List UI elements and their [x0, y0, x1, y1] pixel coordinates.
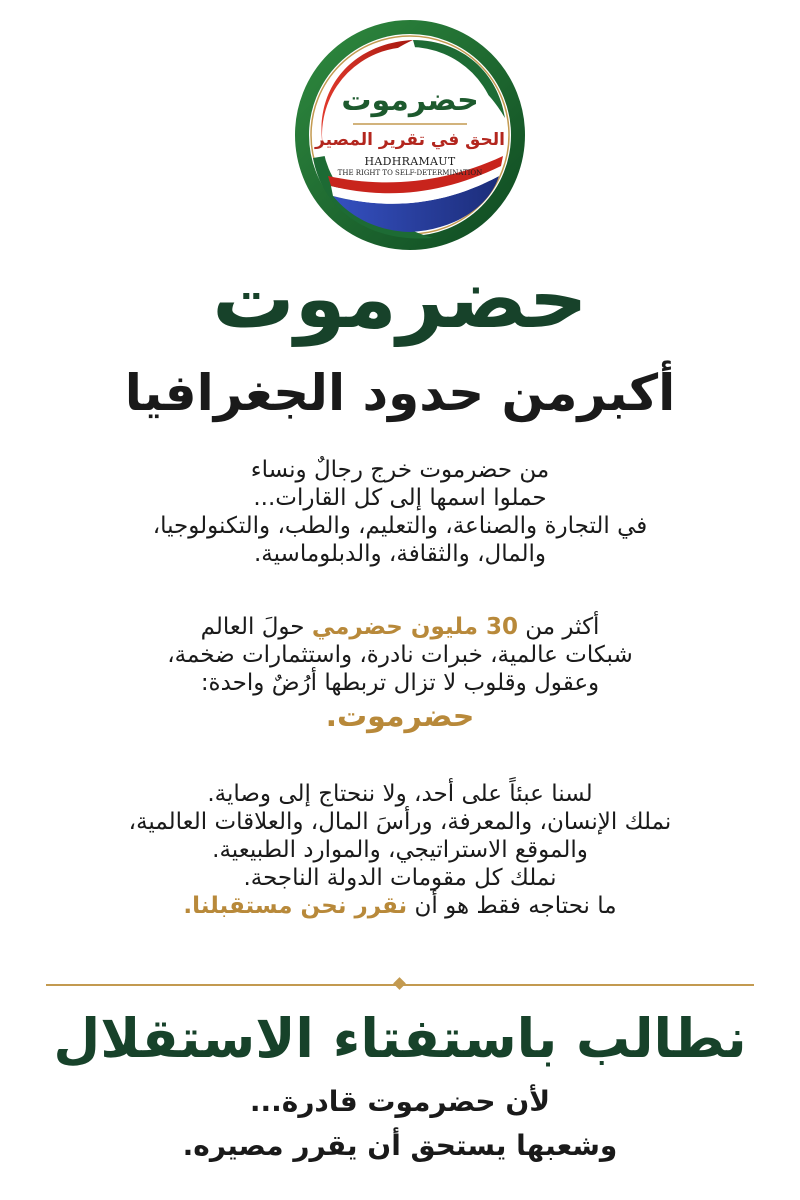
- paragraph-line: لسنا عبئاً على أحد، ولا ننحتاج إلى وصاية.: [207, 781, 593, 807]
- logo-english-title: HADHRAMAUT: [364, 155, 456, 168]
- paragraph-line: من حضرموت خرج رجالٌ ونساء: [250, 457, 550, 483]
- hadhramaut-logo: [293, 18, 527, 252]
- highlight-population: 30 مليون حضرمي: [311, 614, 518, 640]
- cta-line-1: لأن حضرموت قادرة...: [249, 1085, 551, 1118]
- cta-line-2: وشعبها يستحق أن يقرر مصيره.: [182, 1129, 618, 1162]
- paragraph-line: [40, 892, 760, 920]
- paragraph-line: حملوا اسمها إلى كل القارات...: [253, 485, 547, 511]
- divider-diamond-icon: [393, 977, 406, 990]
- paragraph-capabilities: [40, 780, 760, 920]
- logo-arabic-subtitle: الحق في تقرير المصير: [315, 130, 505, 150]
- text-segment: أكثر من: [525, 614, 600, 640]
- text-segment: حولَ العالم: [200, 614, 305, 640]
- paragraph-line: [40, 613, 760, 641]
- paragraph-line: والموقع الاستراتيجي، والموارد الطبيعية.: [212, 837, 588, 863]
- paragraph-line: وعقول وقلوب لا تزال تربطها أرُضٌ واحدة:: [200, 670, 600, 696]
- main-title: حضرموت: [212, 252, 588, 347]
- paragraph-line: نملك الإنسان، والمعرفة، ورأسَ المال، والعلاقات العالمية،: [128, 809, 672, 835]
- paragraph-diaspora-numbers: [40, 613, 760, 737]
- paragraph-line: والمال، والثقافة، والدبلوماسية.: [253, 541, 547, 567]
- logo-english-subtitle: THE RIGHT TO SELF-DETERMINATION: [337, 169, 483, 177]
- highlight-hadhramaut: حضرموت.: [325, 699, 475, 734]
- logo-text-block: [293, 18, 527, 252]
- sub-title: أكبرمن حدود الجغرافيا: [124, 364, 676, 422]
- text-segment: ما نحتاجه فقط هو أن: [414, 893, 617, 919]
- cta-title: نطالب باستفتاء الاستقلال: [53, 1007, 747, 1070]
- paragraph-line: نملك كل مقومات الدولة الناجحة.: [243, 865, 557, 891]
- paragraph-diaspora-intro: [40, 456, 760, 568]
- logo-arabic-title: حضرموت: [341, 83, 479, 118]
- highlight-future: نقرر نحن مستقبلنا.: [183, 893, 408, 919]
- paragraph-line: شبكات عالمية، خبرات نادرة، واستثمارات ضخمة،: [167, 642, 633, 668]
- paragraph-line: في التجارة والصناعة، والتعليم، والطب، والتكنولوجيا،: [152, 513, 648, 539]
